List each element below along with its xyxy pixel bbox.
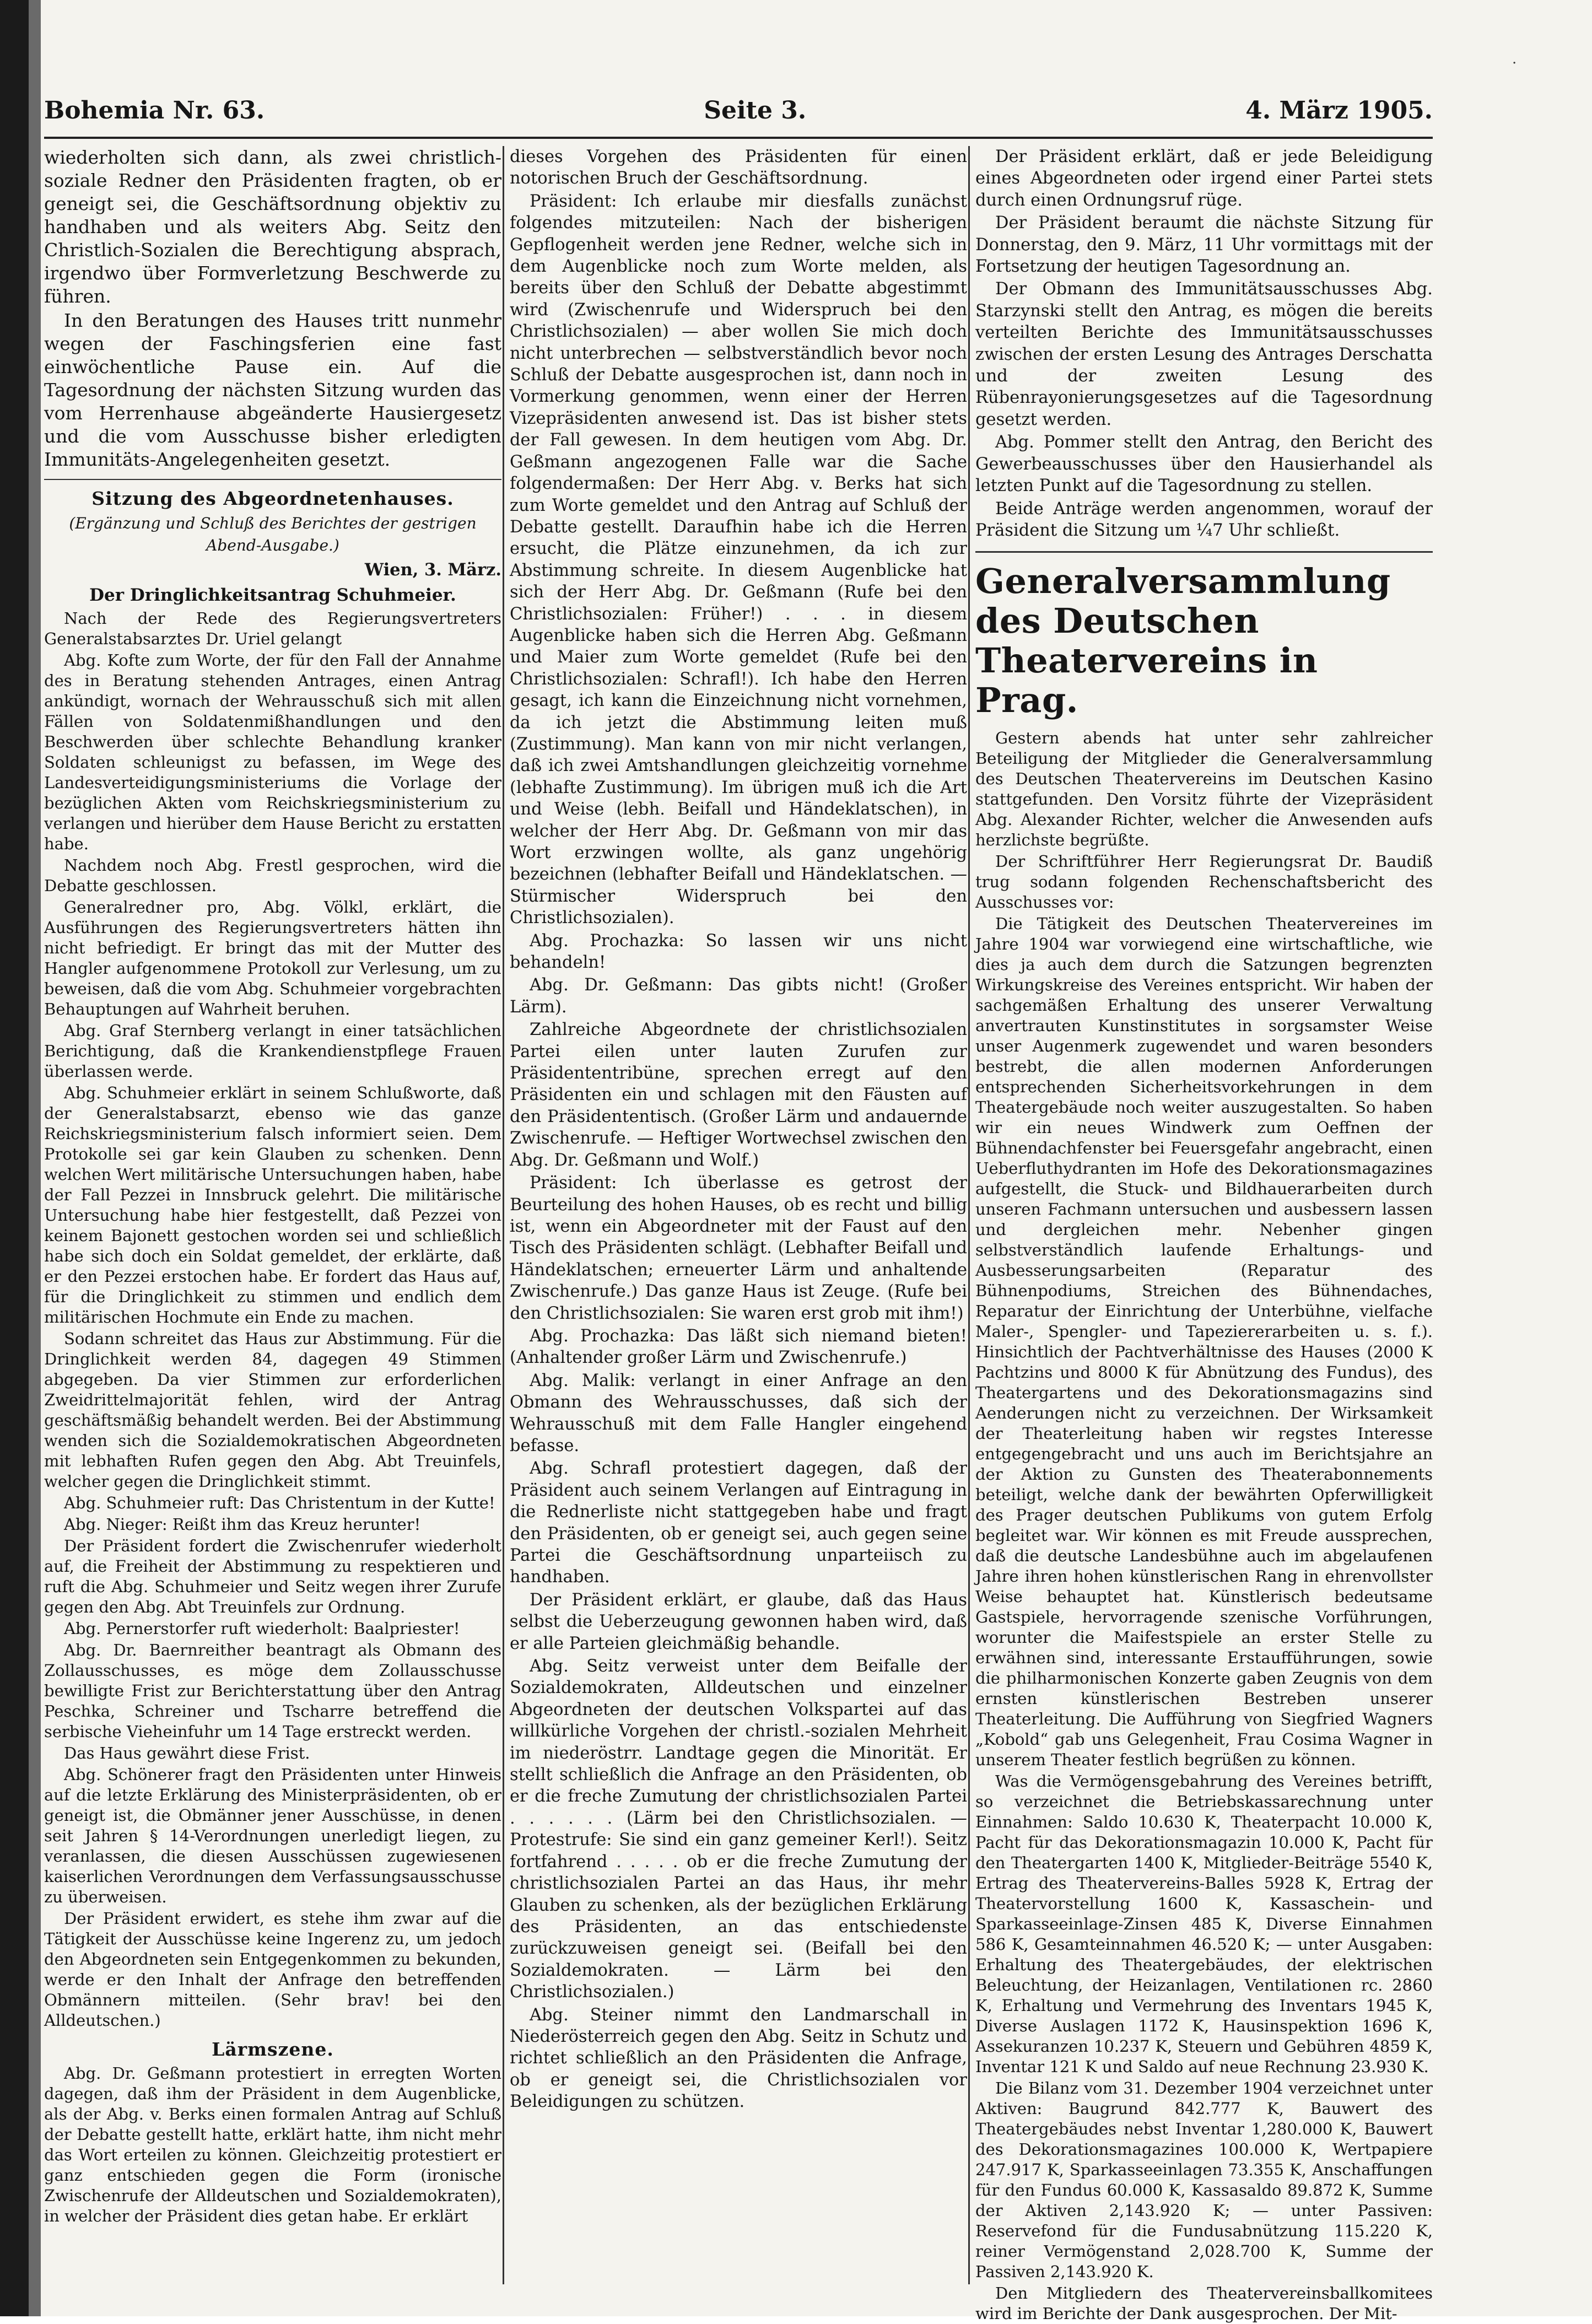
paragraph: Abg. Pommer stellt den Antrag, den Bericht des Gewerbeausschusses über den Hausierhandel als letzten Punkt auf die Tagesordnung zu stellen. [975,433,1433,496]
paragraph: Abg. Nieger: Reißt ihm das Kreuz herunter! [64,1515,421,1534]
header-rule [44,137,1433,139]
paragraph: Abg. Malik: verlangt in einer Anfrage an den Obmann des Wehrausschusses, daß sich der Wehrausschuß mit dem Falle Hangler eingehend befasse. [510,1371,967,1455]
paragraph: Abg. Steiner nimmt den Landmarschall in Niederösterreich gegen den Abg. Seitz in Schutz und richtet schließlich an den Präsidenten die Anfrage, ob er geneigt sei, die Christlichsozialen vor Beleidigungen zu schützen. [510,2005,967,2112]
section-heading-laermszene: Lärmszene. [212,2039,334,2061]
paragraph: Abg. Prochazka: So lassen wir uns nicht behandeln! [510,931,967,973]
paragraph: Nach der Rede des Regierungsvertreters Generalstabsarztes Dr. Uriel gelangt [44,609,501,649]
dateline: Wien, 3. März. [364,560,501,580]
article-headline: Generalversammlung des Deutschen Theatervereins in Prag. [975,561,1391,721]
paragraph: Der Präsident erklärt, er glaube, daß das Haus selbst die Ueberzeugung gewonnen haben wird, daß er alle Parteien gleichmäßig behandle. [510,1590,967,1653]
column-3 [975,146,1433,2323]
paragraph: Abg. Dr. Baernreither beantragt als Obmann des Zollausschusses, es möge dem Zollausschusse bewilligte Frist zur Berichterstattung über den Antrag Peschka, Schreiner und Tscharre betreffend die serbische Vieheinfuhr um 14 Tage erstreckt werden. [44,1641,501,1741]
paragraph: Der Schriftführer Herr Regierungsrat Dr. Baudiß trug sodann folgenden Rechenschaftsbericht des Ausschusses vor: [975,852,1433,912]
paragraph: Abg. Dr. Geßmann protestiert in erregten Worten dagegen, daß ihm der Präsident in dem Augenblicke, als der Abg. v. Berks einen formalen Antrag auf Schluß der Debatte gestellt hatte, erklärt hatte, ihm nicht mehr das Wort erteilen zu können. Gleichzeitig protestiert er ganz entschieden gegen die Form (ironische Zwischenrufe der Alldeutschen und Sozialdemokraten), in welcher der Präsident dies getan habe. Er erklärt [44,2064,501,2226]
paragraph: Die Tätigkeit des Deutschen Theatervereines im Jahre 1904 war vorwiegend eine wirtschaftliche, wie dies ja auch dem durch die Satzungen begrenzten Wirkungskreise des Vereines entspricht. Wir haben der sachgemäßen Erhaltung des unserer Verwaltung anvertrauten Kunstinstitutes in sorgsamster Weise unser Augenmerk zugewendet und waren besonders bestrebt, die allen modernen Anforderungen entsprechenden Sicherheitsvorkehrungen in dem Theatergebäude noch weiter auszugestalten. So haben wir ein neues Windwerk zum Oeffnen der Bühnendachfenster bei Feuersgefahr angebracht, einen Ueberfluthydranten im Hofe des Dekorationsmagazines aufgestellt, die Stuck- und Bildhauerarbeiten durch unseren Fachmann untersuchen und ausbessern lassen und dergleichen mehr. Nebenher gingen selbstverständlich laufende Erhaltungs- und Ausbesserungsarbeiten (Reparatur des Bühnenpodiums, Streichen des Bühnendaches, Reparatur der Einrichtung der Unterbühne, vielfache Maler-, Spengler- und Tapeziererarbeiten u. s. f.). Hinsichtlich der Pachtverhältnisse des Hauses (2000 K Pachtzins und 8000 K für Abnützung des Fundus), des Theatergartens und des Dekorationsmagazins sind Aenderungen nicht zu verzeichnen. Der Wirksamkeit der Theaterleitung haben wir regstes Interesse entgegengebracht und uns auch im Berichtsjahre an der Aktion zu Gunsten des Theaterabonnements beteiligt, welche dank der bewährten Opferwilligkeit des Prager deutschen Publikums von gutem Erfolg begleitet war. Wir können es mit Freude aussprechen, daß die deutsche Landesbühne auch im abgelaufenen Jahre ihren hohen künstlerischen Rang in ehrenvollster Weise behauptet hat. Künstlerisch bedeutsame Gastspiele, hervorragende szenische Vorführungen, worunter die Maifestspiele an erster Stelle zu erwähnen sind, interessante Erstaufführungen, sowie die philharmonischen Konzerte gaben Zeugnis von dem ernsten künstlerischen Bestreben unserer Theaterleitung. Die Aufführung von Siegfried Wagners „Kobold“ gab uns Gelegenheit, Frau Cosima Wagner in unserem Theater festlich begrüßen zu können. [975,914,1433,1770]
paragraph: Der Präsident beraumt die nächste Sitzung für Donnerstag, den 9. März, 11 Uhr vormittags mit der Fortsetzung der heutigen Tagesordnung an. [975,213,1433,277]
paragraph: Abg. Schrafl protestiert dagegen, daß der Präsident auch seinem Verlangen auf Eintragung in die Rednerliste nicht stattgegeben habe und fragt den Präsidenten, ob er geneigt sei, auch gegen seine Partei die Geschäftsordnung unparteiisch zu handhaben. [510,1459,967,1587]
paragraph: Abg. Schuhmeier ruft: Das Christentum in der Kutte! [64,1493,495,1513]
scan-mark: · [1512,55,1517,72]
paragraph: Der Präsident fordert die Zwischenrufer wiederholt auf, die Freiheit der Abstimmung zu respektieren und ruft die Abg. Schuhmeier und Seitz wegen ihrer Zurufe gegen den Abg. Abt Treuinfels zur Ordnung. [44,1536,501,1617]
paragraph: wiederholten sich dann, als zwei christlich-soziale Redner den Präsidenten fragten, ob er geneigt sei, die Geschäftsordnung objektiv zu handhaben und als weiters Abg. Seitz den Christlich-Sozialen die Berechtigung absprach, irgendwo über Formverletzung Beschwerde zu führen. [44,147,501,307]
paragraph: Abg. Kofte zum Worte, der für den Fall der Annahme des in Beratung stehenden Antrages, einen Antrag ankündigt, wornach der Wehrausschuß sich mit allen Fällen von Soldatenmißhandlungen und den Beschwerden über schlechte Behandlung kranker Soldaten schleunigst zu befassen, im Wege des Landesverteidigungsministeriums die Vorlage der bezüglichen Akten vom Reichskriegsministerium zu verlangen und hierüber dem Hause Bericht zu erstatten habe. [44,651,501,854]
paragraph: Präsident: Ich erlaube mir diesfalls zunächst folgendes mitzuteilen: Nach der bisherigen Gepflogenheit werden jene Redner, welche sich in dem Augenblicke noch zum Worte melden, als bereits über den Schluß der Debatte abgestimmt wird (Zwischenrufe und Widerspruch bei den Christlichsozialen) — aber wollen Sie mich doch nicht unterbrechen — selbstverständlich bevor noch Schluß der Debatte ausgesprochen ist, dann noch in Vormerkung genommen, wenn einer der Herren Vizepräsidenten anwesend ist. Das ist bisher stets der Fall gewesen. In dem heutigen vom Abg. Dr. Geßmann angezogenen Falle war die Sache folgendermaßen: Der Herr Abg. v. Berks hat sich zum Worte gemeldet und den Antrag auf Schluß der Debatte gestellt. Daraufhin habe ich die Herren ersucht, die Plätze einzunehmen, da ich zur Abstimmung schreite. In diesem Augenblicke hat sich der Herr Abg. Dr. Geßmann (Rufe bei den Christlichsozialen: Früher!) . . . in diesem Augenblicke haben sich die Herren Abg. Geßmann und Maier zum Worte gemeldet (Rufe bei den Christlichsozialen: Schrafl!). Ich habe den Herren gesagt, ich kann die Einzeichnung nicht vornehmen, da ich jetzt die Abstimmung leiten muß (Zustimmung). Man kann von mir nicht verlangen, daß ich zwei Amtshandlungen gleichzeitig vornehme (lebhafte Zustimmung). Im übrigen muß ich die Art und Weise (lebh. Beifall und Händeklatschen), in welcher der Herr Abg. Dr. Geßmann von mir das Wort erzwingen wollte, als ganz ungehörig bezeichnen (lebhafter Beifall und Händeklatschen. — Stürmischer Widerspruch bei den Christlichsozialen). [510,191,967,928]
section-rule [975,551,1433,553]
paragraph: Gestern abends hat unter sehr zahlreicher Beteiligung der Mitglieder die Generalversammlung des Deutschen Theatervereins im Deutschen Kasino stattgefunden. Den Vorsitz führte der Vizepräsident Abg. Alexander Richter, welcher die Anwesenden aufs herzlichste begrüßte. [975,729,1433,850]
paragraph: Sodann schreitet das Haus zur Abstimmung. Für die Dringlichkeit werden 84, dagegen 49 Stimmen abgegeben. Da vier Stimmen zur erforderlichen Zweidrittelmajorität fehlen, wird der Antrag geschäftsmäßig behandelt werden. Bei der Abstimmung wenden sich die Sozialdemokratischen Abgeordneten mit lebhaften Rufen gegen den Abg. Abt Treuinfels, welcher gegen die Dringlichkeit stimmt. [44,1329,501,1491]
paragraph: Abg. Pernerstorfer ruft wiederholt: Baalpriester! [64,1619,460,1638]
column-divider-1 [503,146,504,2284]
paragraph: Der Präsident erwidert, es stehe ihm zwar auf die Tätigkeit der Ausschüsse keine Ingerenz zu, um jedoch den Abgeordneten sein Entgegenkommen zu bekunden, werde er den Inhalt der Anfrage den betreffenden Obmännern mitteilen. (Sehr brav! bei den Alldeutschen.) [44,1909,501,2030]
paragraph: Was die Vermögensgebahrung des Vereines betrifft, so verzeichnet die Betriebskassarechnung unter Einnahmen: Saldo 10.630 K, Theaterpacht 10.000 K, Pacht für das Dekorationsmagazin 10.000 K, Pacht für den Theatergarten 1400 K, Mitglieder-Beiträge 5540 K, Ertrag des Theatervereins-Balles 5928 K, Ertrag der Theatervorstellung 1600 K, Kassaschein- und Sparkasseeinlage-Zinsen 485 K, Diverse Einnahmen 586 K, Gesamteinnahmen 46.520 K; — unter Ausgaben: Erhaltung des Theatergebäudes, der elektrischen Beleuchtung, der Heizanlagen, Ventilationen rc. 2860 K, Erhaltung und Vermehrung des Inventars 1945 K, Diverse Auslagen 1172 K, Hausinspektion 1696 K, Assekuranzen 10.237 K, Steuern und Gebühren 4859 K, Inventar 121 K und Saldo auf neue Rechnung 23.930 K. [975,1772,1433,2077]
paragraph: Präsident: Ich überlasse es getrost der Beurteilung des hohen Hauses, ob es recht und billig ist, wenn ein Abgeordneter mit der Faust auf den Tisch des Präsidenten schlägt. (Lebhafter Beifall und Händeklatschen; erneuerter Lärm und anhaltende Zwischenrufe.) Das ganze Haus ist Zeuge. (Rufe bei den Christlichsozialen: Sie waren erst grob mit ihm!) [510,1173,967,1323]
paragraph: Beide Anträge werden angenommen, worauf der Präsident die Sitzung um ¼7 Uhr schließt. [975,499,1433,540]
header-page-number: Seite 3. [704,96,807,125]
paragraph: Abg. Seitz verweist unter dem Beifalle der Sozialdemokraten, Alldeutschen und einzelner Abgeordneten der deutschen Volkspartei auf das willkürliche Vorgehen der christl.-sozialen Mehrheit im niederöstrr. Landtage gegen die Minorität. Er stellt schließlich die Anfrage an den Präsidenten, ob er die freche Zumutung der christlichsozialen Partei . . . . . . (Lärm bei den Christlichsozialen. — Protestrufe: Sie sind ein ganz gemeiner Kerl!). Seitz fortfahrend . . . . . ob er die freche Zumutung der christlichsozialen Partei an das Haus, ihr mehr Glauben zu schenken, als der bezüglichen Erklärung des Präsidenten, an das entschiedenste zurückzuweisen geneigt sei. (Beifall bei den Sozialdemokraten. — Lärm bei den Christlichsozialen.) [510,1657,967,2002]
section-subheading: (Ergänzung und Schluß des Berichtes der gestrigen Abend-Ausgabe.) [69,514,477,554]
paragraph: Abg. Dr. Geßmann: Das gibts nicht! (Großer Lärm). [510,975,967,1017]
paragraph: Abg. Schuhmeier erklärt in seinem Schlußworte, daß der Generalstabsarzt, ebenso wie das ganze Reichskriegsministerium falsch informiert seien. Dem Protokolle sei gar kein Glauben zu schenken. Denn welchen Wert militärische Untersuchungen haben, habe der Fall Pezzei in Innsbruck gelehrt. Die militärische Untersuchung habe hier festgestellt, daß Pezzei von keinem Bajonett gestochen worden sei und schließlich habe sich doch ein Soldat gemeldet, der erklärte, daß er den Pezzei erstochen habe. Er fordert das Haus auf, für die Dringlichkeit zu stimmen und endlich dem militärischen Hochmute ein Ende zu machen. [44,1083,501,1327]
header-date: 4. März 1905. [1245,96,1433,125]
paragraph: Das Haus gewährt diese Frist. [64,1744,310,1763]
paragraph: Nachdem noch Abg. Frestl gesprochen, wird die Debatte geschlossen. [44,856,501,896]
paragraph: Den Mitgliedern des Theatervereinsballkomitees wird im Berichte der Dank ausgesprochen. Der Mit- [975,2284,1433,2323]
paragraph: Der Präsident erklärt, daß er jede Beleidigung eines Abgeordneten oder irgend einer Partei stets durch einen Ordnungsruf rüge. [975,147,1433,210]
paragraph: Zahlreiche Abgeordnete der christlichsozialen Partei eilen unter lauten Zurufen zur Präsidententribüne, sprechen erregt auf den Präsidenten ein und schlagen mit den Fäusten auf den Präsidententisch. (Großer Lärm und andauernde Zwischenrufe. — Heftiger Wortwechsel zwischen den Abg. Dr. Geßmann und Wolf.) [510,1020,967,1170]
paragraph: Generalredner pro, Abg. Völkl, erklärt, die Ausführungen des Regierungsvertreters hätten ihn nicht befriedigt. Er bringt das mit der Mutter des Hangler aufgenommene Protokoll zur Verlesung, um zu beweisen, daß die vom Abg. Schuhmeier vorgebrachten Behauptungen auf Wahrheit beruhen. [44,898,501,1019]
section-heading-antrag: Der Dringlichkeitsantrag Schuhmeier. [89,585,456,605]
column-1 [44,146,501,2295]
paragraph: Der Obmann des Immunitätsausschusses Abg. Starzynski stellt den Antrag, es mögen die bereits verteilten Berichte des Immunitätsausschusses zwischen der ersten Lesung des Antrages Derschatta und der zweiten Lesung des Rübenrayonierungsgesetzes auf die Tagesordnung gesetzt werden. [975,279,1433,429]
paragraph: dieses Vorgehen des Präsidenten für einen notorischen Bruch der Geschäftsordnung. [510,147,967,188]
column-divider-2 [968,146,970,2284]
scan-edge-dark [0,0,29,2316]
paragraph: Abg. Prochazka: Das läßt sich niemand bieten! (Anhaltender großer Lärm und Zwischenrufe.) [510,1326,967,1368]
scan-edge-shadow [29,0,41,2316]
header-publication: Bohemia Nr. 63. [44,96,265,125]
paragraph: In den Beratungen des Hauses tritt nunmehr wegen der Faschingsferien eine fast einwöchentliche Pause ein. Auf die Tagesordnung der nächsten Sitzung wurden das vom Herrenhause abgeänderte Hausiergesetz und die vom Ausschusse bisher erledigten Immunitäts-Angelegenheiten gesetzt. [44,310,501,470]
page-header [44,88,1433,132]
column-2 [510,146,967,2295]
section-heading-sitzung: Sitzung des Abgeordnetenhauses. [91,488,454,509]
section-rule [44,479,501,480]
paragraph: Abg. Schönerer fragt den Präsidenten unter Hinweis auf die letzte Erklärung des Ministerpräsidenten, ob er geneigt ist, die Obmänner jener Ausschüsse, in denen seit Jahren § 14-Verordnungen unerledigt liegen, zu veranlassen, die diesen Ausschüssen zugewiesenen kaiserlichen Verordnungen dem Verfassungsausschusse zu überweisen. [44,1765,501,1907]
paragraph: Abg. Graf Sternberg verlangt in einer tatsächlichen Berichtigung, daß die Krankendienstpflege Frauen überlassen werde. [44,1021,501,1081]
paragraph: Die Bilanz vom 31. Dezember 1904 verzeichnet unter Aktiven: Baugrund 842.777 K, Bauwert des Theatergebäudes nebst Inventar 1,280.000 K, Bauwert des Dekorationsmagazines 100.000 K, Wertpapiere 247.917 K, Sparkasseeinlagen 73.355 K, Anschaffungen für den Fundus 60.000 K, Kassasaldo 89.872 K, Summe der Aktiven 2,143.920 K; — unter Passiven: Reservefond für die Fundusabnützung 115.220 K, reiner Vermögenstand 2,028.700 K, Summe der Passiven 2,143.920 K. [975,2079,1433,2282]
